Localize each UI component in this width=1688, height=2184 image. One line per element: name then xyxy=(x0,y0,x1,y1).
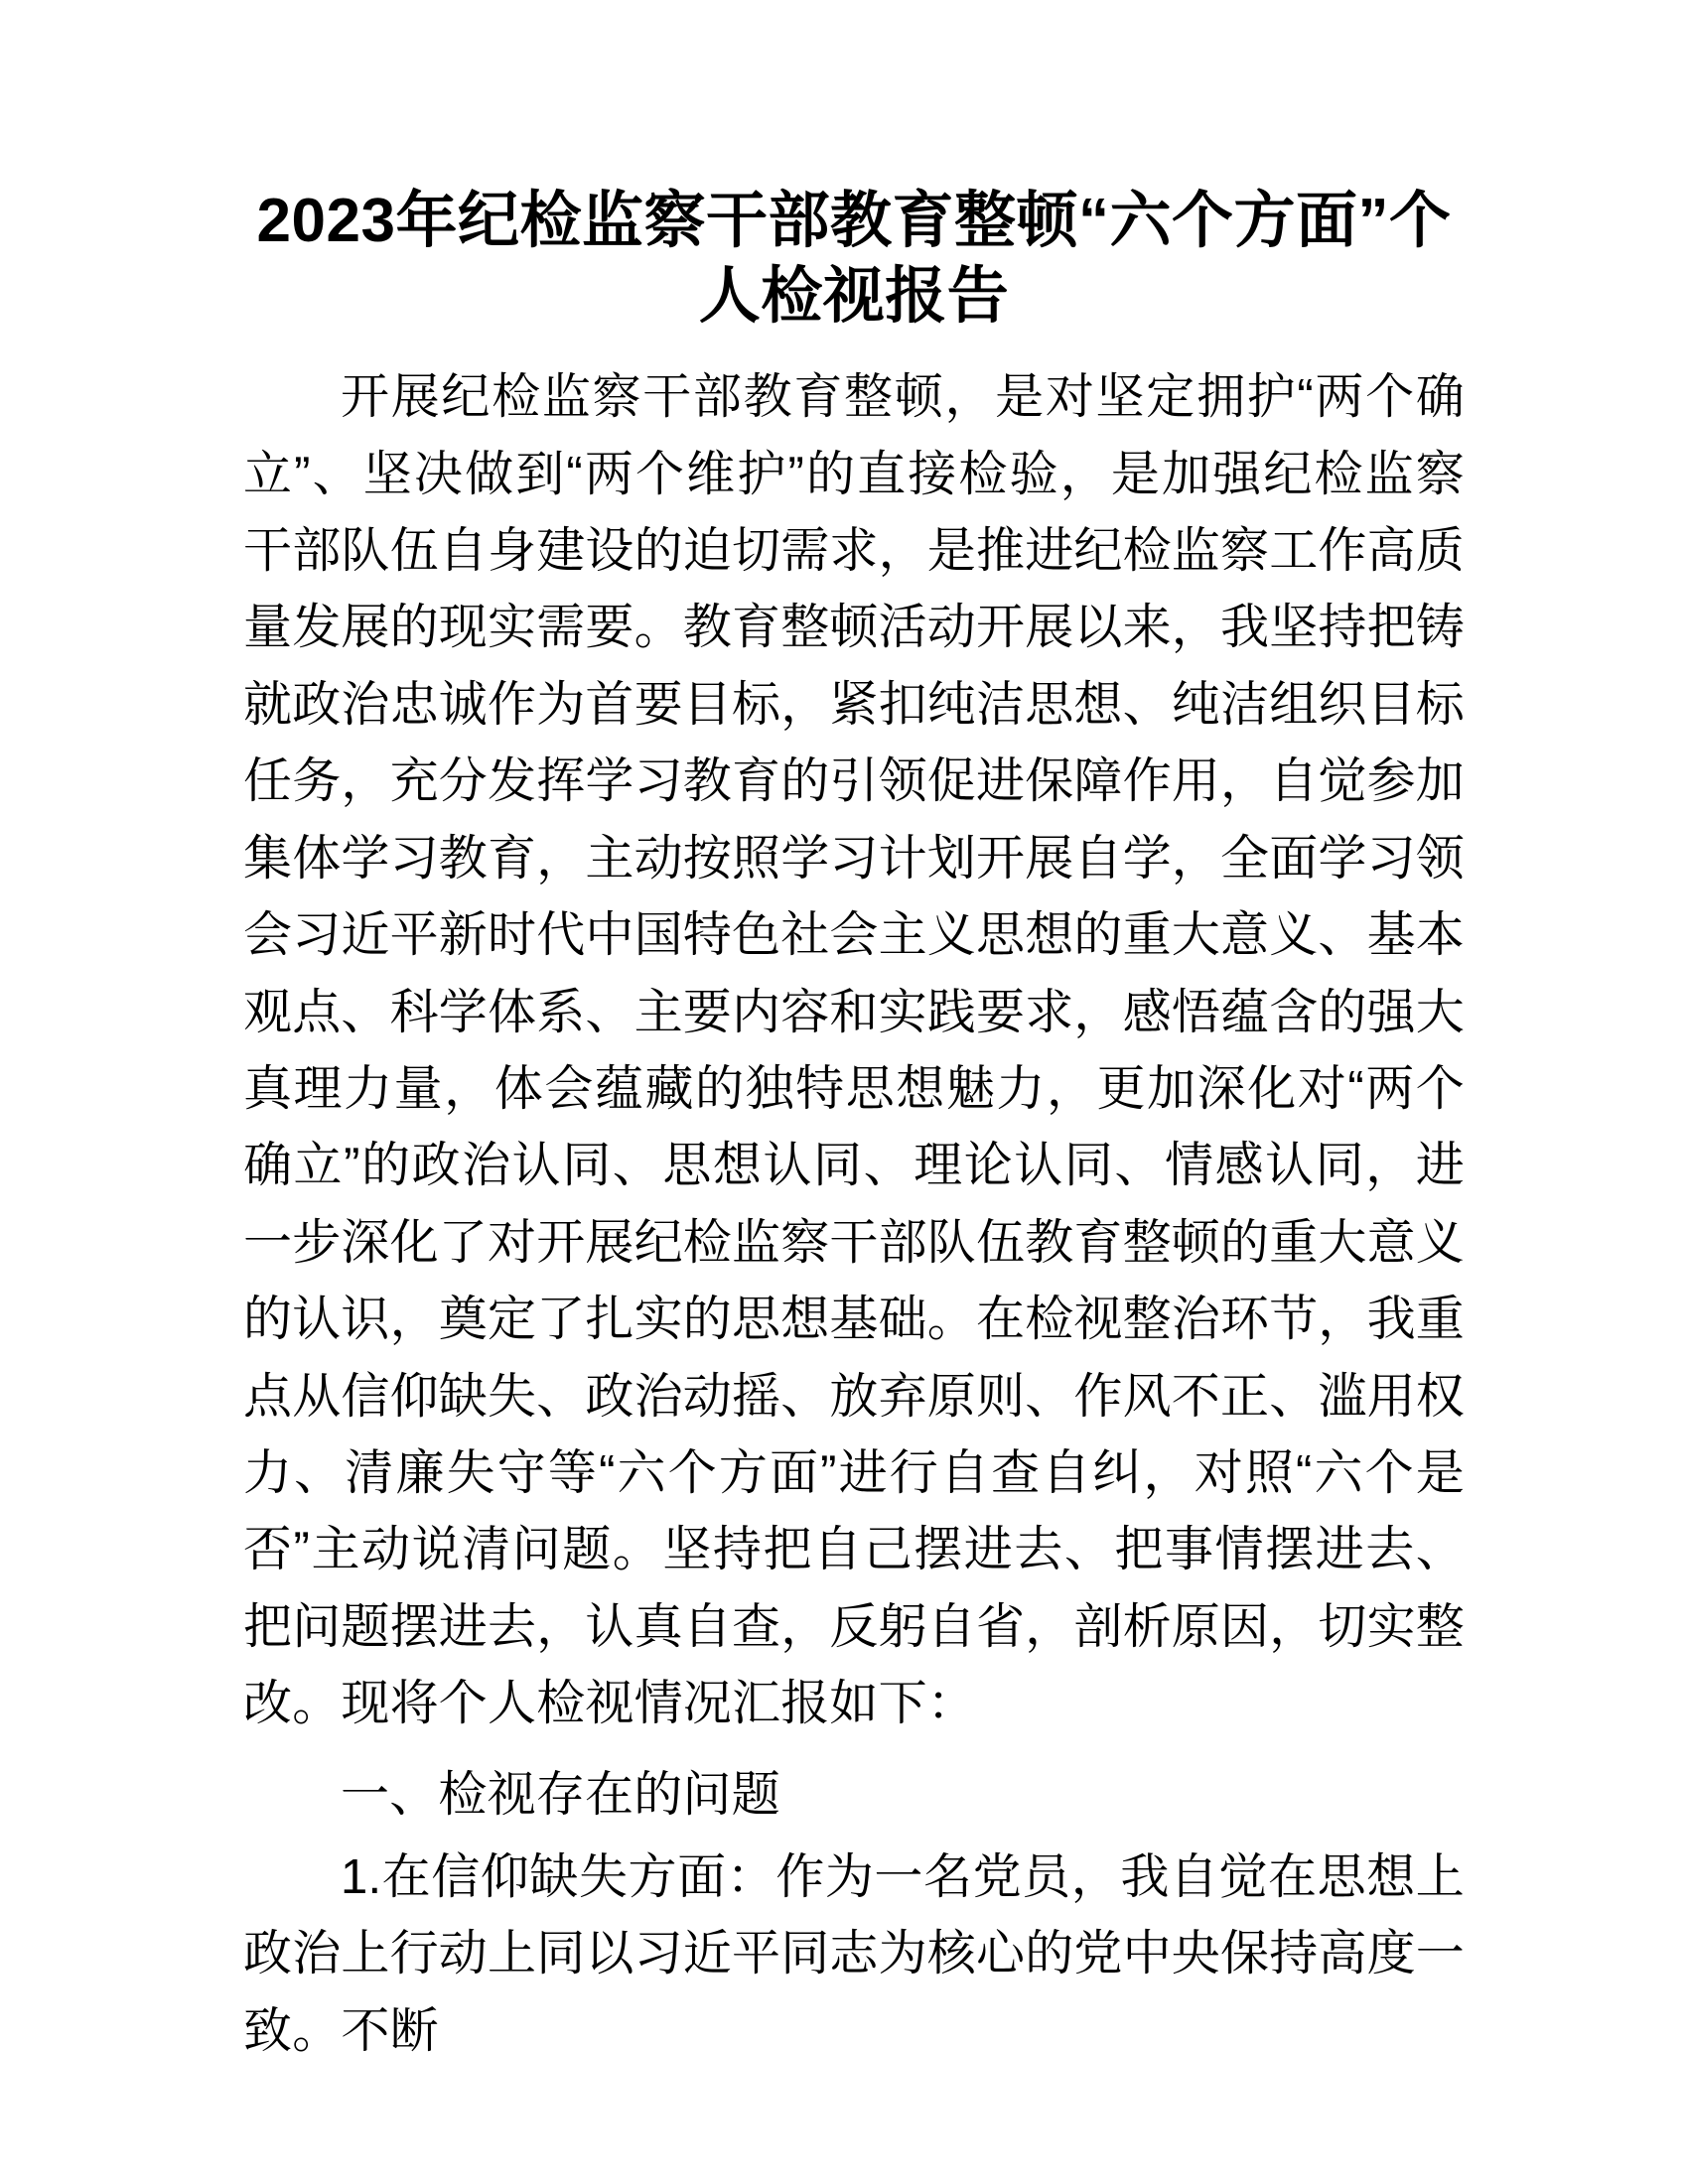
page-title: 2023年纪检监察干部教育整顿“六个方面”个人检视报告 xyxy=(256,187,1452,331)
document-content xyxy=(243,184,1465,2070)
section-heading-one: 一、检视存在的问题 xyxy=(341,1767,780,1822)
item-one-paragraph: 1.在信仰缺失方面：作为一名党员，我自觉在思想上政治上行动上同以习近平同志为核心的党中央保持高度一致。不断 xyxy=(243,1849,1466,2058)
opening-paragraph: 开展纪检监察干部教育整顿，是对坚定拥护“两个确立”、坚决做到“两个维护”的直接检验，是加强纪检监察干部队伍自身建设的迫切需求，是推进纪检监察工作高质量发展的现实需要。教育整顿活动开展以来，我坚持把铸就政治忠诚作为首要目标，紧扣纯洁思想、纯洁组织目标任务，充分发挥学习教育的引领促进保障作用，自觉参加集体学习教育，主动按照学习计划开展自学，全面学习领会习近平新时代中国特色社会主义思想的重大意义、基本观点、科学体系、主要内容和实践要求，感悟蕴含的强大真理力量，体会蕴藏的独特思想魅力，更加深化对“两个确立”的政治认同、思想认同、理论认同、情感认同，进一步深化了对开展纪检监察干部队伍教育整顿的重大意义的认识，奠定了扎实的思想基础。在检视整治环节，我重点从信仰缺失、政治动摇、放弃原则、作风不正、滥用权力、清廉失守等“六个方面”进行自查自纠，对照“六个是否”主动说清问题。坚持把自己摆进去、把事情摆进去、把问题摆进去，认真自查，反躬自省，剖析原因，切实整改。现将个人检视情况汇报如下： xyxy=(243,370,1466,1731)
